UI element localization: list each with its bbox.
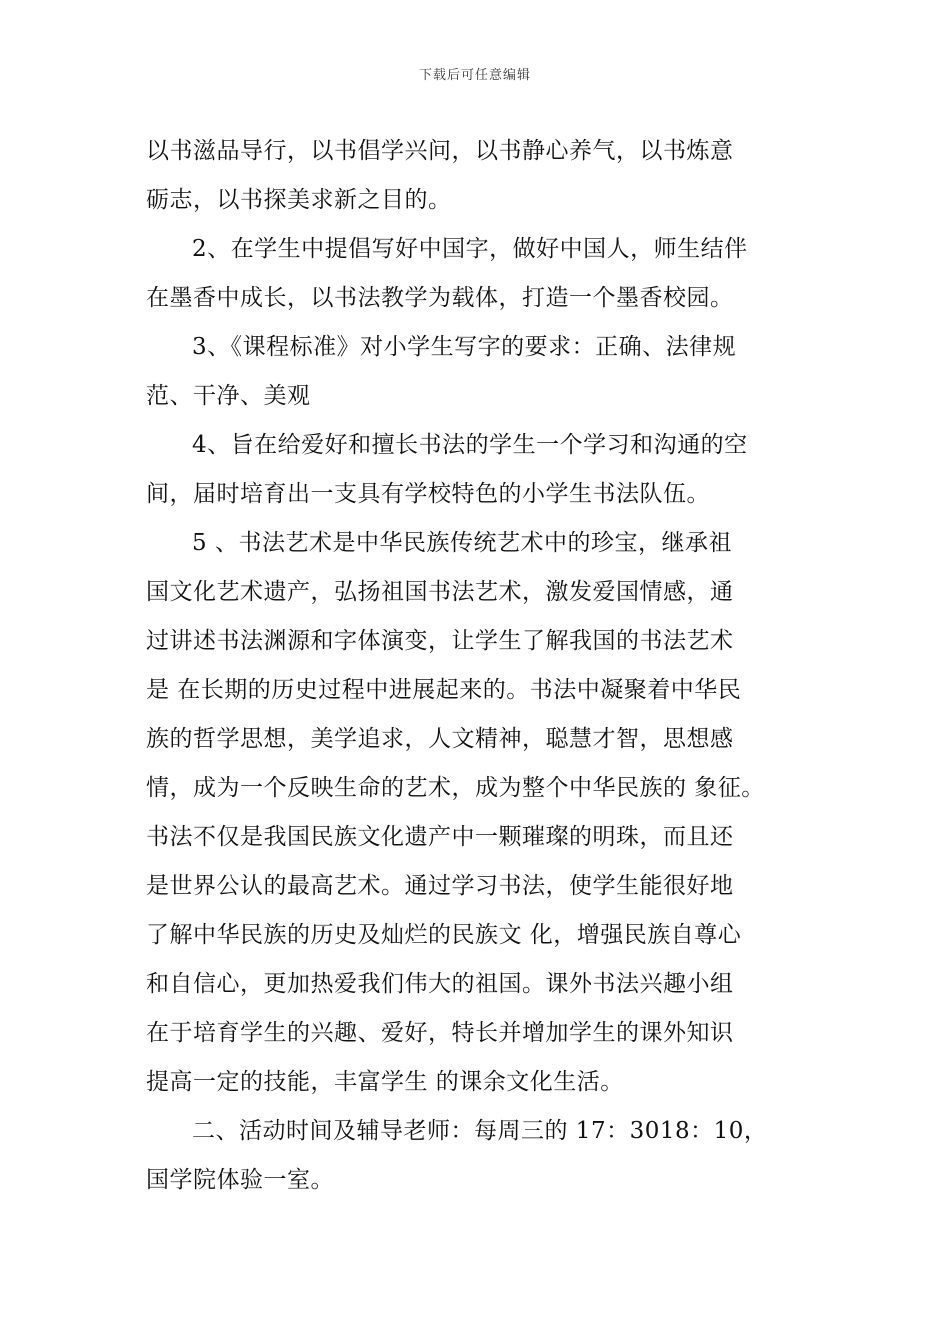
text-line: 国文化艺术遗产，弘扬祖国书法艺术，激发爱国情感，通	[146, 579, 734, 605]
text-line: 砺志，以书探美求新之目的。	[146, 187, 452, 213]
text-line: 了解中华民族的历史及灿烂的民族文 化，增强民族自尊心	[146, 922, 742, 948]
text-line: 3、《课程标准》对小学生写字的要求：正确、法律规	[192, 334, 737, 360]
text-line: 二、活动时间及辅导老师：每周三的 17：3018：10，	[192, 1118, 768, 1144]
text-line: 2、在学生中提倡写好中国字，做好中国人，师生结伴	[192, 236, 748, 262]
text-line: 是世界公认的最高艺术。通过学习书法，使学生能很好地	[146, 873, 734, 899]
text-line: 4、旨在给爱好和擅长书法的学生一个学习和沟通的空	[192, 432, 748, 458]
text-line: 在于培育学生的兴趣、爱好，特长并增加学生的课外知识	[146, 1020, 734, 1046]
text-line: 是 在长期的历史过程中进展起来的。书法中凝聚着中华民	[146, 677, 742, 703]
text-line: 书法不仅是我国民族文化遗产中一颗璀璨的明珠，而且还	[146, 824, 734, 850]
text-line: 以书滋品导行，以书倡学兴问，以书静心养气，以书炼意	[146, 138, 734, 164]
text-line: 族的哲学思想，美学追求，人文精神，聪慧才智，思想感	[146, 726, 734, 752]
text-line: 国学院体验一室。	[146, 1167, 334, 1193]
text-line: 提高一定的技能，丰富学生 的课余文化生活。	[146, 1069, 624, 1095]
document-body	[146, 127, 818, 1205]
text-line: 情，成为一个反映生命的艺术，成为整个中华民族的 象征。	[146, 775, 765, 801]
text-line: 过讲述书法渊源和字体演变，让学生了解我国的书法艺术	[146, 628, 734, 654]
text-line: 5 、书法艺术是中华民族传统艺术中的珍宝，继承祖	[192, 530, 732, 556]
text-line: 间，届时培育出一支具有学校特色的小学生书法队伍。	[146, 481, 710, 507]
text-line: 和自信心，更加热爱我们伟大的祖国。课外书法兴趣小组	[146, 971, 734, 997]
text-line: 范、干净、美观	[146, 383, 311, 409]
text-line: 在墨香中成长，以书法教学为载体，打造一个墨香校园。	[146, 285, 734, 311]
page-header: 下载后可任意编辑	[418, 68, 531, 83]
